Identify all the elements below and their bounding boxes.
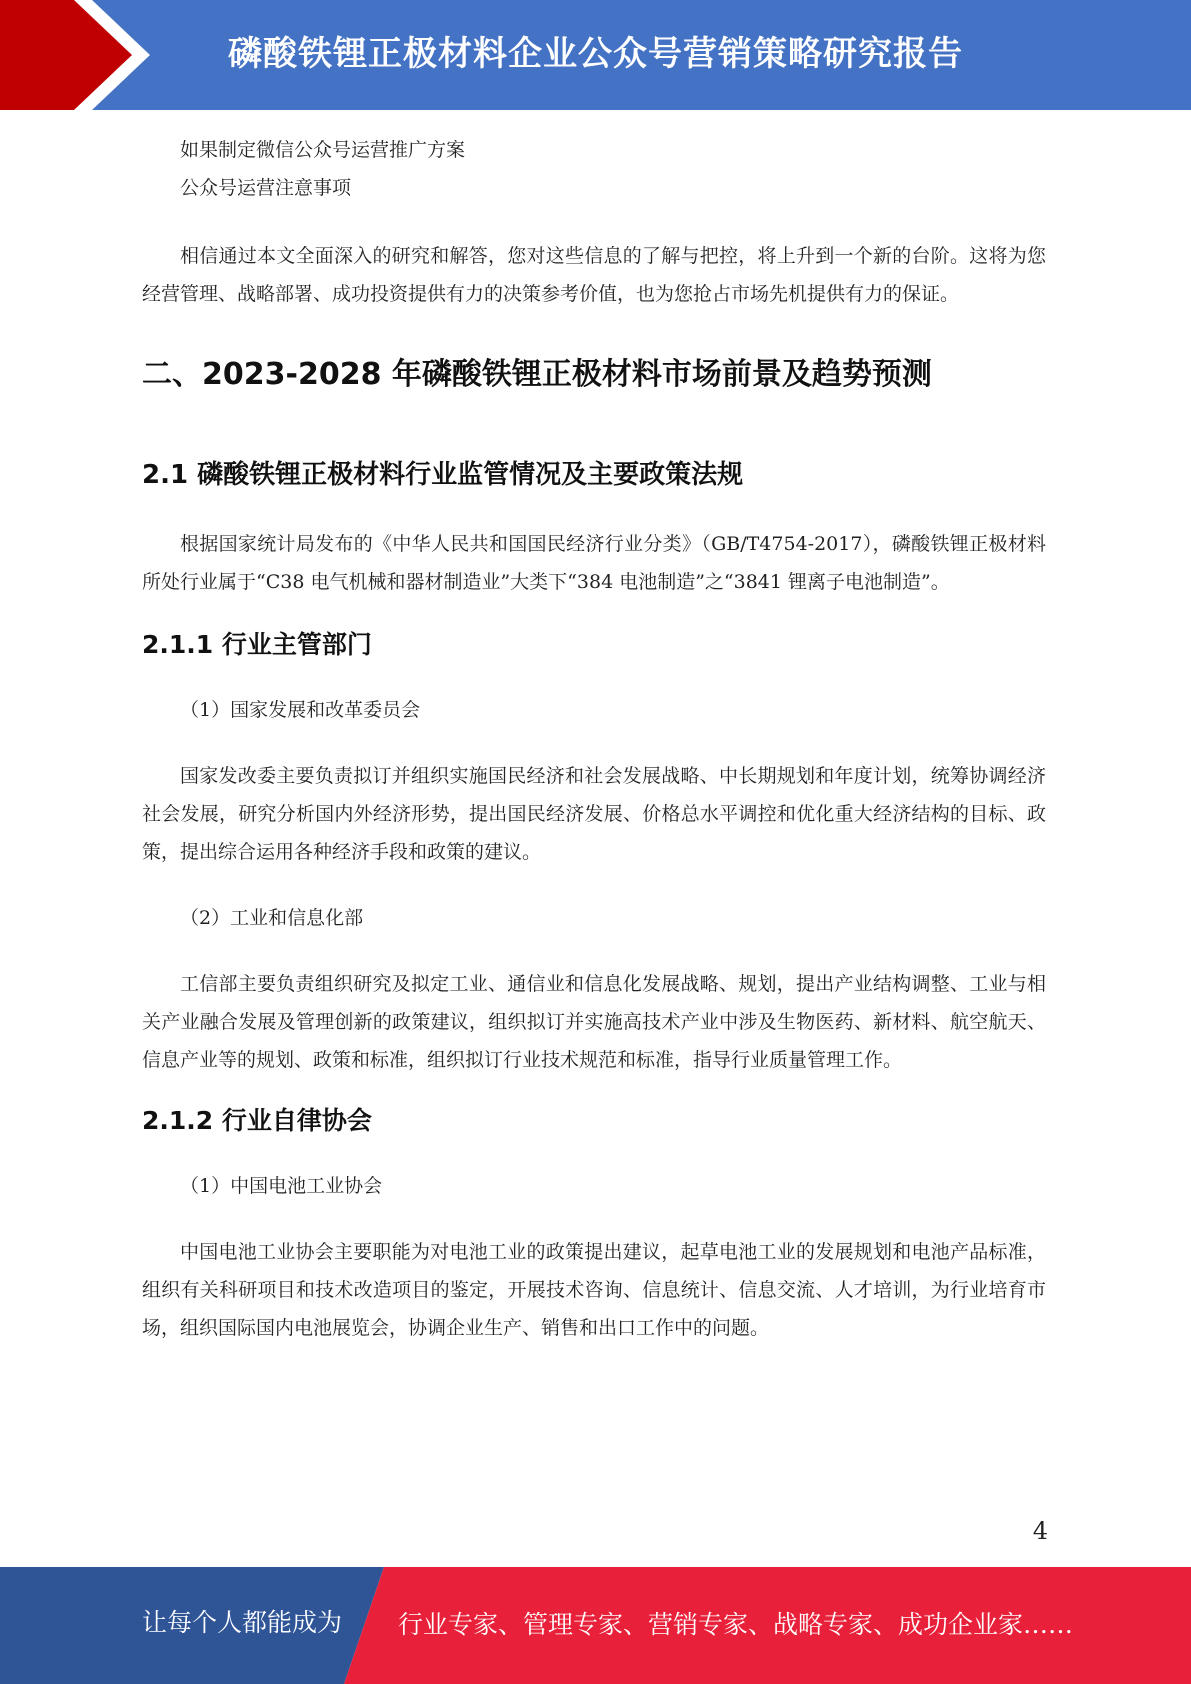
ndrc-paragraph: 国家发改委主要负责拟订并组织实施国民经济和社会发展战略、中长期规划和年度计划，统筹协调经济社会发展，研究分析国内外经济形势，提出国民经济发展、价格总水平调控和优化重大经济结构的目标、政策，提出综合运用各种经济手段和政策的建议。 — [142, 765, 1046, 863]
header-banner — [0, 0, 1191, 110]
list-item: （1）中国电池工业协会 — [180, 1175, 383, 1197]
classification-paragraph: 根据国家统计局发布的《中华人民共和国国民经济行业分类》（GB/T4754-2017），磷酸铁锂正极材料所处行业属于“C38 电气机械和器材制造业”大类下“384 电池制造”之“3841 锂离子电池制造”。 — [142, 533, 1046, 593]
list-item: 如果制定微信公众号运营推广方案 — [180, 139, 466, 161]
sub-heading-2-1-2: 2.1.2 行业自律协会 — [142, 1106, 372, 1135]
footer-banner — [0, 1567, 1191, 1684]
document-body — [142, 131, 1046, 1347]
subsection-heading: 2.1 磷酸铁锂正极材料行业监管情况及主要政策法规 — [142, 460, 744, 490]
section-heading: 二、2023-2028 年磷酸铁锂正极材料市场前景及趋势预测 — [142, 357, 932, 392]
cbia-paragraph: 中国电池工业协会主要职能为对电池工业的政策提出建议，起草电池工业的发展规划和电池产品标准，组织有关科研项目和技术改造项目的鉴定，开展技术咨询、信息统计、信息交流、人才培训，为行业培育市场，组织国际国内电池展览会，协调企业生产、销售和出口工作中的问题。 — [142, 1241, 1046, 1339]
miit-paragraph: 工信部主要负责组织研究及拟定工业、通信业和信息化发展战略、规划，提出产业结构调整、工业与相关产业融合发展及管理创新的政策建议，组织拟订并实施高技术产业中涉及生物医药、新材料、航空航天、信息产业等的规划、政策和标准，组织拟订行业技术规范和标准，指导行业质量管理工作。 — [142, 973, 1046, 1071]
sub-heading-2-1-1: 2.1.1 行业主管部门 — [142, 630, 372, 659]
list-item: （2）工业和信息化部 — [180, 907, 364, 929]
list-item: （1）国家发展和改革委员会 — [180, 699, 421, 721]
header-arrow-icon — [0, 0, 160, 110]
intro-paragraph: 相信通过本文全面深入的研究和解答，您对这些信息的了解与把控，将上升到一个新的台阶。这将为您经营管理、战略部署、成功投资提供有力的决策参考价值，也为您抢占市场先机提供有力的保证。 — [142, 245, 1046, 305]
page-number: 4 — [1032, 1517, 1048, 1545]
footer-slogan-right: 行业专家、管理专家、营销专家、战略专家、成功企业家…… — [398, 1610, 1074, 1639]
list-item: 公众号运营注意事项 — [180, 177, 352, 199]
report-title: 磷酸铁锂正极材料企业公众号营销策略研究报告 — [228, 34, 963, 74]
footer-slogan-left: 让每个人都能成为 — [142, 1608, 343, 1637]
